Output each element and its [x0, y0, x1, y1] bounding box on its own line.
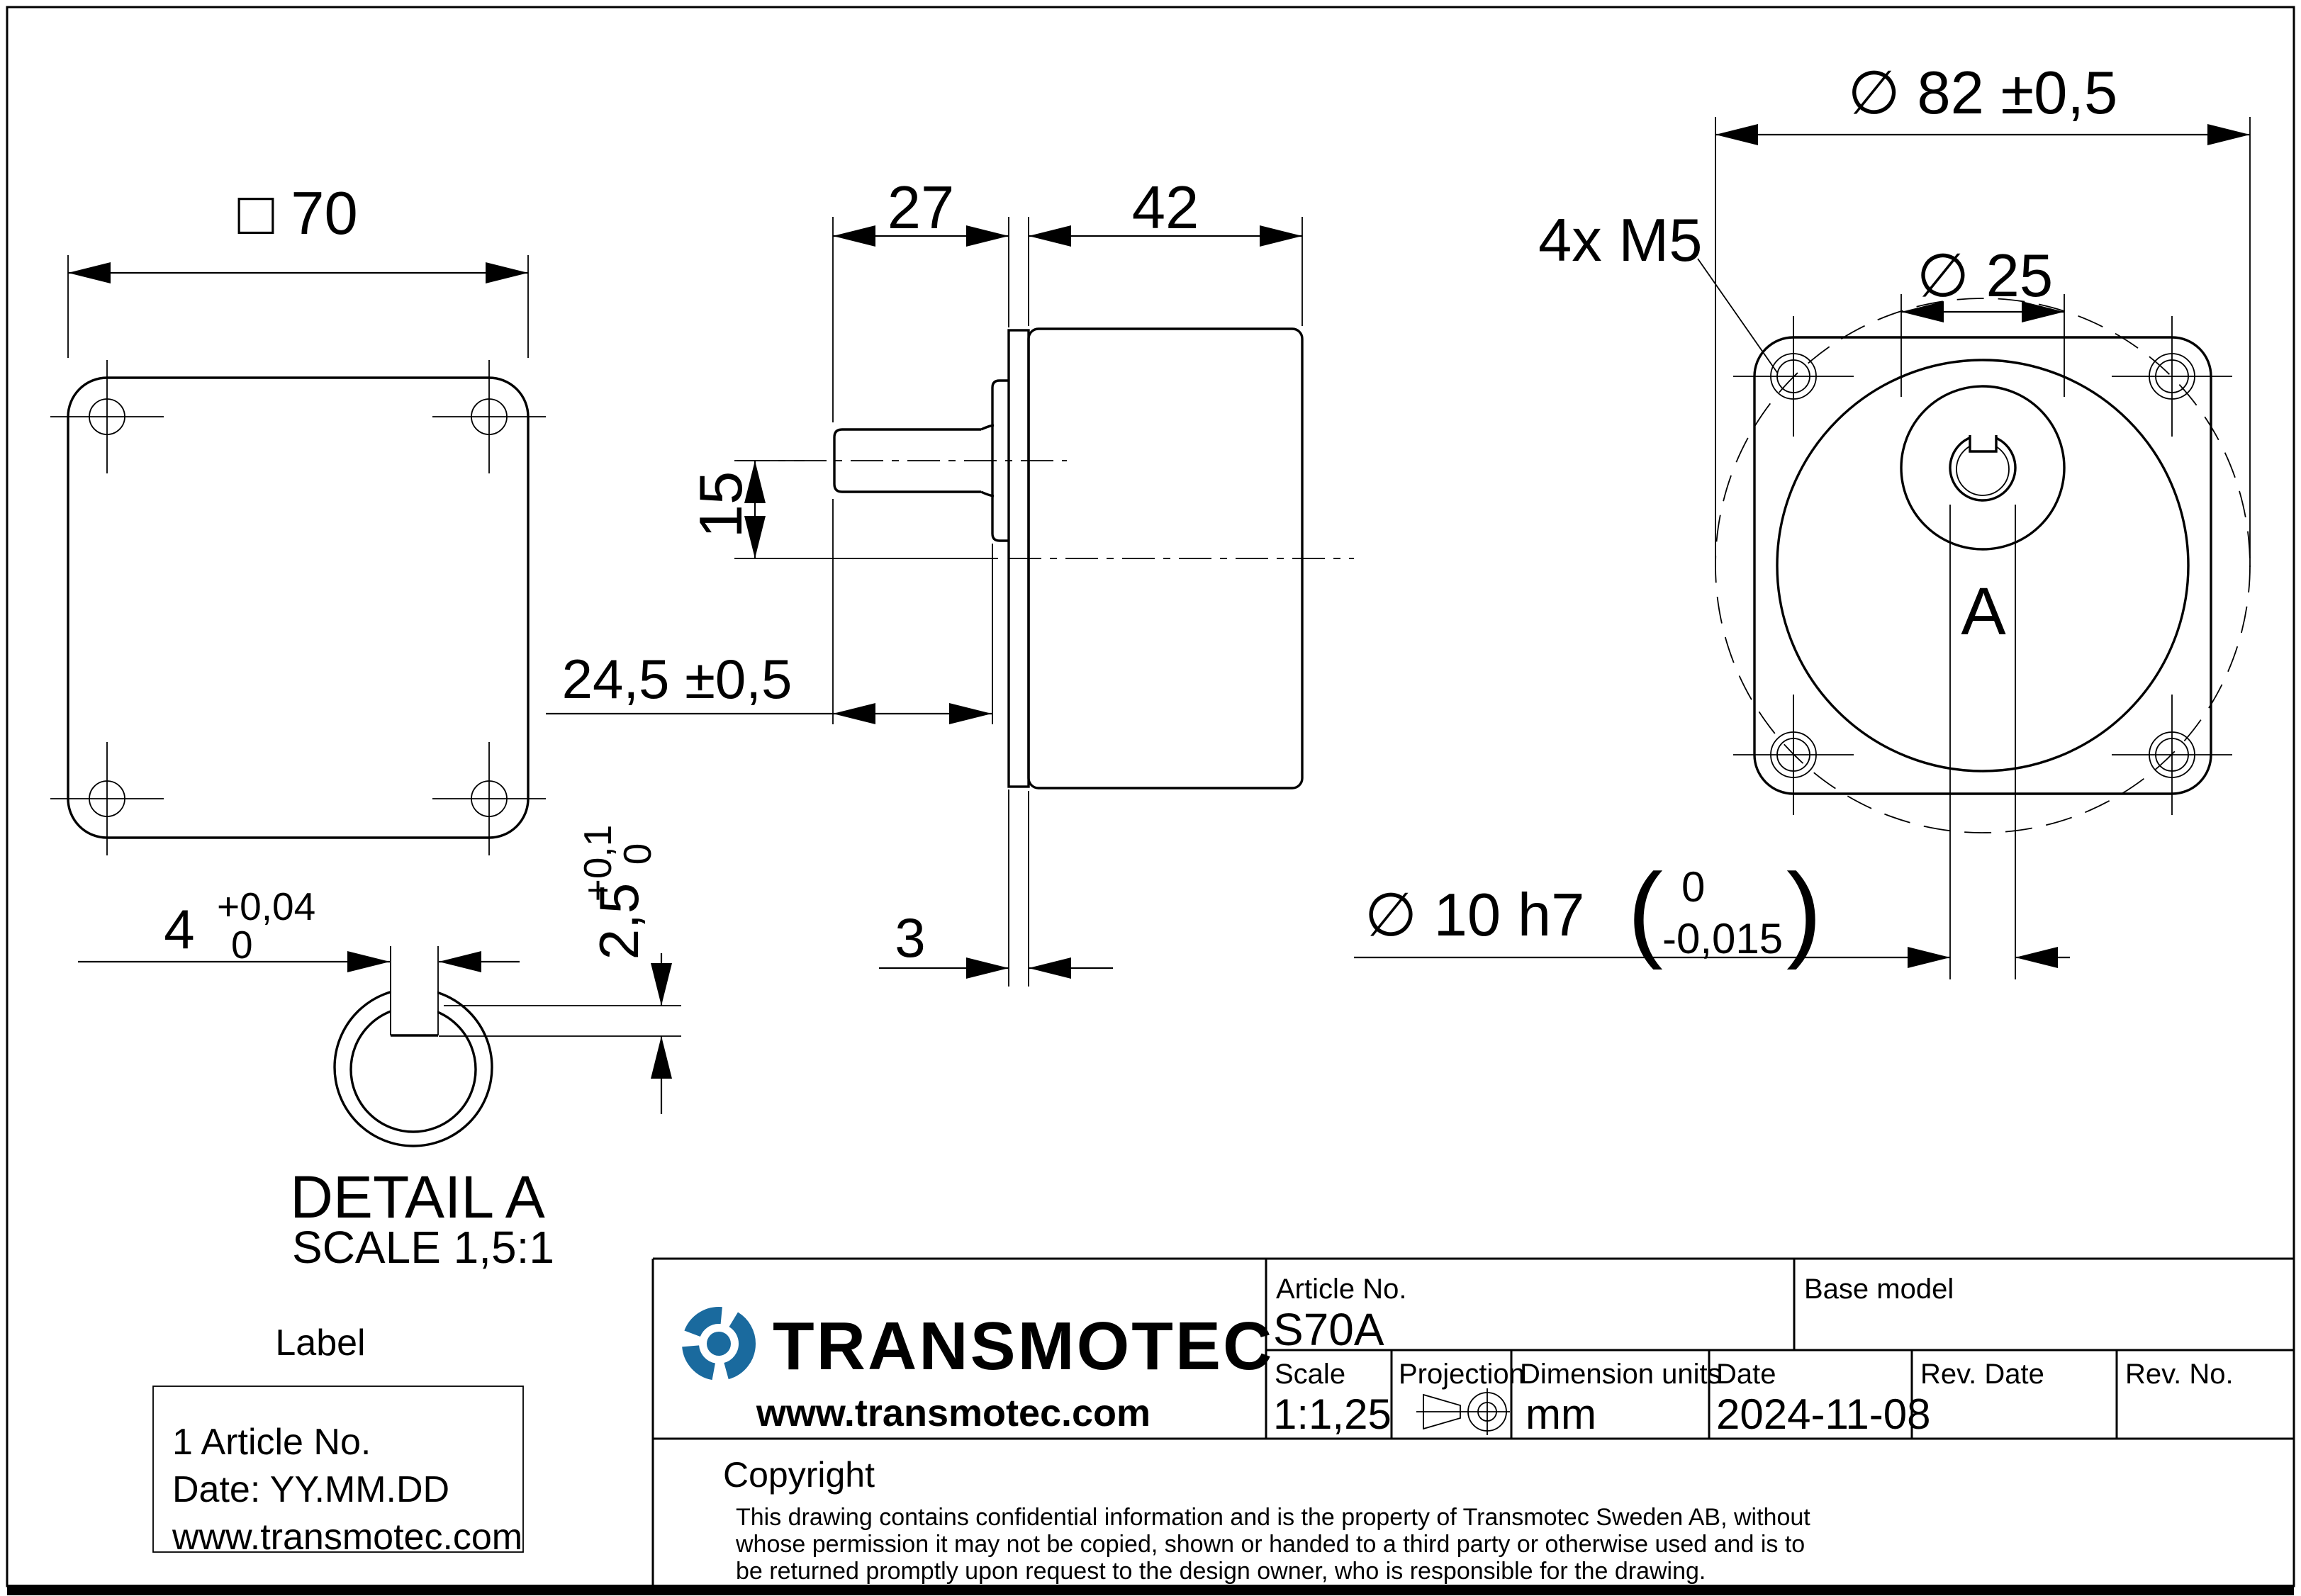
detail-marker-a: A	[1961, 574, 2006, 649]
face-view	[50, 180, 546, 855]
front-boss-circle	[1901, 386, 2064, 549]
dim-42-text: 42	[1131, 174, 1199, 242]
article-no-value: S70A	[1273, 1304, 1384, 1355]
copyright-line-1: This drawing contains confidential information and is the property of Transmotec Sweden AB, without	[736, 1504, 1810, 1531]
logo-cell	[690, 1308, 1274, 1434]
face-view-holes	[50, 360, 546, 855]
scale-label: Scale	[1275, 1359, 1346, 1390]
dim-10h7-tol-upper: 0	[1681, 863, 1706, 911]
dim-10h7-tol-lower: -0,015	[1662, 915, 1784, 962]
front-view	[1354, 60, 2250, 979]
bottom-bar	[7, 1585, 2294, 1595]
brand-text: TRANSMOTEC	[773, 1308, 1275, 1384]
copyright-heading: Copyright	[723, 1455, 875, 1495]
dim-key-depth-text: 2,5	[588, 882, 650, 960]
dim-25	[1901, 242, 2064, 397]
dim-3-text: 3	[895, 906, 926, 969]
label-line-2: Date: YY.MM.DD	[172, 1469, 450, 1510]
dim-25-text: ∅ 25	[1916, 242, 2054, 310]
transmotec-logo-icon	[690, 1315, 747, 1372]
front-view-holes	[1733, 316, 2232, 815]
label-heading: Label	[275, 1322, 366, 1364]
projection-symbol-icon	[1416, 1388, 1510, 1435]
date-label: Date	[1716, 1359, 1776, 1390]
front-body-circle	[1777, 360, 2188, 771]
dim-key-width	[78, 884, 520, 972]
side-extension-lines	[833, 217, 1302, 987]
label-line-3: www.transmotec.com	[172, 1517, 523, 1558]
base-model-label: Base model	[1804, 1274, 1954, 1305]
dim-3	[879, 906, 1113, 979]
front-shaft	[1950, 429, 2015, 500]
dim-42	[1029, 174, 1302, 247]
dim-square-70-text: □ 70	[237, 180, 358, 247]
rev-date-label: Rev. Date	[1920, 1359, 2044, 1390]
paren-open: (	[1628, 851, 1663, 970]
side-view	[546, 174, 1354, 987]
note-4xm5	[1538, 207, 1778, 373]
dim-key-width-tol-upper: +0,04	[217, 884, 316, 928]
label-box	[153, 1322, 523, 1558]
dim-24-5-text: 24,5 ±0,5	[561, 648, 793, 710]
dim-24-5	[546, 648, 992, 724]
copyright-section	[723, 1455, 1810, 1585]
article-no-label: Article No.	[1276, 1274, 1407, 1305]
detail-a-title: DETAIL A	[290, 1164, 545, 1230]
detail-a-scale: SCALE 1,5:1	[292, 1222, 554, 1273]
scale-value: 1:1,25	[1273, 1390, 1392, 1438]
brand-website: www.transmotec.com	[756, 1392, 1151, 1434]
date-value: 2024-11-08	[1716, 1390, 1931, 1438]
front-flange-outline	[1754, 337, 2211, 794]
units-value: mm	[1525, 1390, 1596, 1438]
copyright-line-3: be returned promptly upon request to the design owner, who is responsible for the drawing.	[736, 1558, 1706, 1585]
paren-close: )	[1786, 851, 1822, 970]
dim-square-70	[68, 180, 528, 358]
copyright-line-2: whose permission it may not be copied, shown or handed to a third party or otherwise used and is to	[736, 1531, 1805, 1558]
dim-key-width-tol-lower: 0	[231, 923, 253, 967]
dim-15-text: 15	[688, 471, 755, 539]
label-line-1: 1 Article No.	[172, 1422, 371, 1463]
dim-10h7-text: ∅ 10 h7	[1365, 882, 1585, 949]
units-label: Dimension units	[1520, 1359, 1722, 1390]
dim-15	[688, 461, 998, 558]
flange-square-outline	[68, 378, 528, 838]
dim-key-width-text: 4	[164, 898, 195, 960]
rev-no-label: Rev. No.	[2125, 1359, 2234, 1390]
dim-27	[833, 174, 1009, 247]
dim-key-depth-tol-upper: +0,1	[576, 824, 620, 902]
detail-a-view	[78, 825, 681, 1273]
dim-82-text: ∅ 82 ±0,5	[1847, 60, 2118, 127]
bolt-circle	[1715, 298, 2250, 833]
dim-key-depth-tol-lower: 0	[615, 843, 659, 865]
dim-27-text: 27	[887, 174, 955, 242]
note-4xm5-text: 4x M5	[1538, 207, 1703, 274]
projection-label: Projection	[1399, 1359, 1525, 1390]
dim-82	[1715, 60, 2250, 567]
